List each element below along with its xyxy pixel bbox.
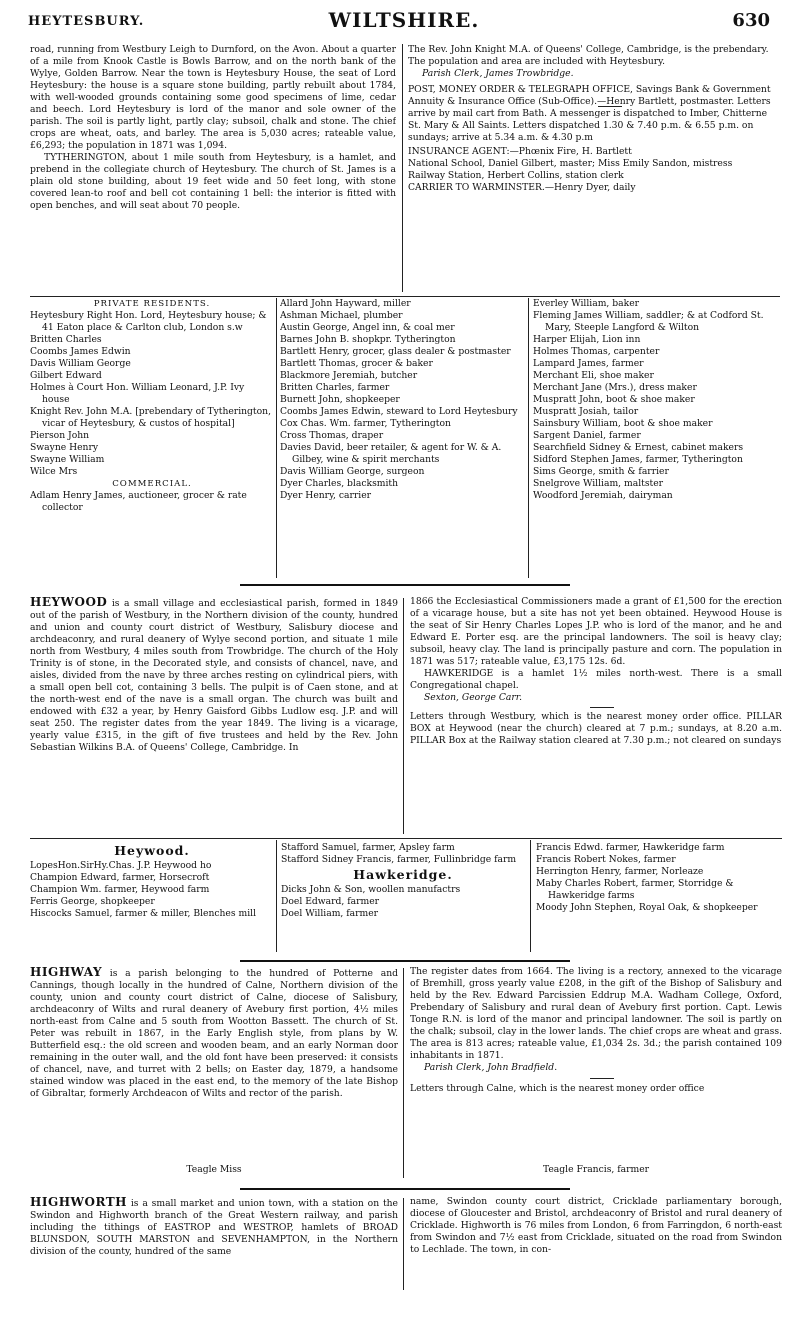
short-rule bbox=[590, 707, 614, 708]
railway-station: Railway Station, Herbert Collins, station clerk bbox=[408, 170, 624, 181]
list-item: Sargent Daniel, farmer bbox=[533, 430, 641, 441]
list-item: Burnett John, shopkeeper bbox=[280, 394, 400, 405]
column-divider bbox=[528, 298, 529, 578]
heywood-text-right bbox=[410, 596, 782, 836]
paragraph: 1866 the Ecclesiastical Commissioners made a grant of £1,500 for the erection of a vicarage house, but a site has not yet been obtained. Heywood House is the seat of Sir Henry Charles Lopes J.P. who is lord of the manor, and he and Edward E. Porter esq. are the principal landowners. The soil is heavy clay; subsoil, heavy clay. The land is principally pasture and corn. The population in 1871 was 517; rateable value, £3,175 12s. 6d. bbox=[410, 596, 782, 667]
list-item: Wilce Mrs bbox=[30, 466, 78, 477]
parish-clerk: Parish Clerk, James Trowbridge. bbox=[422, 68, 574, 79]
list-item: Merchant Eli, shoe maker bbox=[533, 370, 654, 381]
highworth-text-left bbox=[30, 1196, 398, 1292]
parish-clerk: Parish Clerk, John Bradfield. bbox=[424, 1062, 558, 1073]
section-rule bbox=[30, 296, 780, 297]
list-item: Champion Wm. farmer, Heywood farm bbox=[30, 884, 210, 895]
list-item: Stafford Sidney Francis, farmer, Fullinbridge farm bbox=[281, 854, 517, 865]
section-separator bbox=[240, 960, 570, 962]
heytesbury-commercial-list-a bbox=[280, 298, 524, 580]
heytesbury-commercial-list-b bbox=[533, 298, 783, 580]
list-item: Bartlett Henry, grocer, glass dealer & postmaster bbox=[280, 346, 511, 357]
list-item: Woodford Jeremiah, dairyman bbox=[533, 490, 673, 501]
list-item: Stafford Samuel, farmer, Apsley farm bbox=[281, 842, 455, 853]
list-item: Dyer Henry, carrier bbox=[280, 490, 372, 501]
highworth-title: HIGHWORTH bbox=[30, 1196, 127, 1209]
highway-text-right bbox=[410, 966, 782, 1134]
column-divider bbox=[403, 1198, 404, 1290]
column-divider bbox=[276, 298, 277, 578]
heytesbury-residents-list bbox=[30, 298, 274, 580]
list-item: Herrington Henry, farmer, Norleaze bbox=[536, 866, 704, 877]
heywood-title: HEYWOOD bbox=[30, 596, 108, 609]
short-rule bbox=[590, 1078, 614, 1079]
heywood-directory bbox=[30, 842, 274, 954]
paragraph: is a parish belonging to the hundred of Potterne and Cannings, though locally in the hundred of Calne, Northern division of the county, union and county court district of Calne, diocese of Salisbury, archdeaconry of Wilts and rural deanery of Avebury first portion, 4½ miles north-east from Calne and 5 south from Wootton Bassett. The church of St. Peter was rebuilt in 1867, in the Early English style, from plans by W. Butterfield esq.: the old screen and wooden beam, and an early Norman door remaining in the outer wall, and the old font have been preserved: it consists of chancel, nave, and turret with 2 bells; on Easter day, 1879, a handsome stained window was placed in the east end, to the memory of the late Bishop of Gibraltar, formerly Archdeacon of Wilts and rector of the parish. bbox=[30, 968, 398, 1099]
page-number: 630 bbox=[732, 10, 770, 31]
running-head-left: HEYTESBURY. bbox=[28, 14, 145, 29]
national-school: National School, Daniel Gilbert, master; Miss Emily Sandon, mistress bbox=[408, 158, 733, 169]
list-item: Teagle Francis, farmer bbox=[542, 1164, 650, 1175]
list-item: Britten Charles, farmer bbox=[280, 382, 390, 393]
list-item: Holmes Thomas, carpenter bbox=[533, 346, 660, 357]
list-item: Sidford Stephen James, farmer, Tytherington bbox=[533, 454, 743, 465]
list-item: Holmes à Court Hon. William Leonard, J.P. Ivy house bbox=[30, 382, 245, 405]
post-office: POST, MONEY ORDER & TELEGRAPH OFFICE, Savings Bank & Government Annuity & Insurance Office (Sub-Office).—Henry Bartlett, postmaster. Letters arrive by mail cart from Bath. A messenger is dispatched to Imber, Chitterne St. Mary & All Saints. Letters dispatched 1.30 & 7.40 p.m. & 6.55 p.m. on sundays; arrive at 5.34 a.m. & 4.30 p.m bbox=[408, 84, 771, 143]
paragraph: name, Swindon county court district, Cricklade parliamentary borough, diocese of Gloucester and Bristol, archdeaconry of Bristol and rural deanery of Cricklade. Highworth is 76 miles from London, 6 from Farringdon, 6 north-east from Swindon and 7½ east from Cricklade, situated on the road from Swindon to Lechlade. The town, in con- bbox=[410, 1196, 782, 1255]
highway-title: HIGHWAY bbox=[30, 966, 103, 979]
sexton: Sexton, George Carr. bbox=[424, 692, 523, 703]
list-item: Bartlett Thomas, grocer & baker bbox=[280, 358, 433, 369]
list-item: Coombs James Edwin, steward to Lord Heytesbury bbox=[280, 406, 518, 417]
hawkeridge-heading: Hawkeridge. bbox=[353, 867, 453, 882]
page-header bbox=[28, 6, 780, 36]
paragraph: road, running from Westbury Leigh to Durnford, on the Avon. About a quarter of a mile from Knook Castle is Bowls Barrow, and on the north bank of the Wylye, Golden Barrow. Near the town is Heytesbury House, the seat of Lord Heytesbury: the house is a square stone building, partly rebuilt about 1784, with well-wooded grounds containing some good specimens of lime, cedar and beech. Lord Heytesbury is lord of the manor and sole owner of the parish. The soil is partly light, partly clay; subsoil, chalk and stone. The chief crops are wheat, oats, and barley. The area is 5,030 acres; rateable value, £6,293; the population in 1871 was 1,094. bbox=[30, 44, 396, 151]
list-item: Snelgrove William, maltster bbox=[533, 478, 664, 489]
commercial-heading: COMMERCIAL. bbox=[112, 479, 192, 489]
list-item: Swayne William bbox=[30, 454, 105, 465]
list-item: Moody John Stephen, Royal Oak, & shopkeeper bbox=[536, 902, 758, 913]
section-separator bbox=[240, 584, 570, 586]
list-item: Sainsbury William, boot & shoe maker bbox=[533, 418, 713, 429]
list-item: Knight Rev. John M.A. [prebendary of Tytherington, vicar of Heytesbury, & custos of hospital] bbox=[30, 406, 271, 429]
list-item: Ashman Michael, plumber bbox=[280, 310, 403, 321]
list-item: Francis Edwd. farmer, Hawkeridge farm bbox=[536, 842, 725, 853]
hawkeridge-directory bbox=[281, 842, 525, 954]
paragraph: The Rev. John Knight M.A. of Queens' College, Cambridge, is the prebendary. The population and area are included with Heytesbury. bbox=[408, 44, 769, 67]
list-item: Doel Edward, farmer bbox=[281, 896, 380, 907]
list-item: Blackmore Jeremiah, butcher bbox=[280, 370, 418, 381]
list-item: Merchant Jane (Mrs.), dress maker bbox=[533, 382, 697, 393]
paragraph: is a small village and ecclesiastical parish, formed in 1849 out of the parish of Westbury, in the Northern division of the county, hundred and union and county court district of Westbury, Salisbury diocese and archdeaconry, and rural deanery of Wylye second portion, and situate 1 mile north from Westbury, 4 miles south from Trowbridge. The church of the Holy Trinity is of stone, in the Decorated style, and consists of chancel, nave, and aisles, divided from the nave by three arches resting on cylindrical piers, with a small open bell cot, containing 3 bells. The pulpit is of Caen stone, and at the north-west end of the nave is a small organ. The church was built and endowed with £32 a year, by Henry Gaisford Gibbs Ludlow esq. J.P. and will seat 250. The register dates from the year 1849. The living is a vicarage, yearly value £315, in the gift of five trustees and held by the Rev. John Sebastian Wilkins B.A. of Queens' College, Cambridge. In bbox=[30, 598, 398, 753]
column-divider bbox=[403, 598, 404, 834]
list-item: Davies David, beer retailer, & agent for W. & A. Gilbey, wine & spirit merchants bbox=[280, 442, 502, 465]
paragraph: The register dates from 1664. The living is a rectory, annexed to the vicarage of Bremhill, gross yearly value £208, in the gift of the Bishop of Salisbury and held by the Rev. Edward Parcissien Eddrup M.A. Wadham College, Oxford, Prebendary of Salisbury and rural dean of Avebury first portion. Capt. Lewis Tonge R.N. is lord of the manor and principal landowner. The soil is partly on the chalk; subsoil, clay in the lower lands. The chief crops are wheat and grass. The area is 813 acres; rateable value, £1,034 2s. 3d.; the parish contained 109 inhabitants in 1871. bbox=[410, 966, 782, 1061]
list-item: Sims George, smith & farrier bbox=[533, 466, 669, 477]
list-item: LopesHon.SirHy.Chas. J.P. Heywood ho bbox=[30, 860, 212, 871]
hawkeridge-paragraph: HAWKERIDGE is a hamlet 1½ miles north-west. There is a small Congregational chapel. bbox=[410, 668, 782, 691]
heywood-heading: Heywood. bbox=[114, 843, 190, 858]
list-item: Champion Edward, farmer, Horsecroft bbox=[30, 872, 210, 883]
list-item: Britten Charles bbox=[30, 334, 102, 345]
heywood-text-left bbox=[30, 596, 398, 838]
post-info: Letters through Westbury, which is the nearest money order office. PILLAR BOX at Heywood (near the church) cleared at 7 p.m.; sundays, at 8.20 a.m. PILLAR Box at the Railway station cleared at 7.30 p.m.; not cleared on sundays bbox=[410, 711, 782, 746]
list-item: Fleming James William, saddler; & at Codford St. Mary, Steeple Langford & Wilton bbox=[533, 310, 764, 333]
list-item: Muspratt John, boot & shoe maker bbox=[533, 394, 695, 405]
list-item: Gilbert Edward bbox=[30, 370, 102, 381]
list-item: Harper Elijah, Lion inn bbox=[533, 334, 641, 345]
section-separator bbox=[240, 1188, 570, 1190]
column-divider bbox=[403, 968, 404, 1178]
highway-directory-left bbox=[30, 1164, 398, 1178]
list-item: Davis William George bbox=[30, 358, 131, 369]
column-divider bbox=[276, 840, 277, 952]
list-item: Searchfield Sidney & Ernest, cabinet makers bbox=[533, 442, 744, 453]
list-item: Lampard James, farmer bbox=[533, 358, 644, 369]
list-item: Cox Chas. Wm. farmer, Tytherington bbox=[280, 418, 451, 429]
list-item: Teagle Miss bbox=[186, 1164, 242, 1175]
paragraph: TYTHERINGTON, about 1 mile south from Heytesbury, is a hamlet, and prebend in the collegiate church of Heytesbury. The church of St. James is a plain old stone building, about 19 feet wide and 50 feet long, with stone covered lean-to roof and bell cot containing 1 bell: the interior is fitted with open benches, and will seat about 70 people. bbox=[30, 152, 396, 211]
hawkeridge-directory-b bbox=[536, 842, 784, 954]
insurance-agent: INSURANCE AGENT:—Phœnix Fire, H. Bartlett bbox=[408, 146, 632, 157]
list-item: Everley William, baker bbox=[533, 298, 640, 309]
list-item: Maby Charles Robert, farmer, Storridge & Hawkeridge farms bbox=[536, 878, 734, 901]
list-item: Francis Robert Nokes, farmer bbox=[536, 854, 676, 865]
list-item: Cross Thomas, draper bbox=[280, 430, 384, 441]
list-item: Dicks John & Son, woollen manufactrs bbox=[281, 884, 461, 895]
highworth-text-right bbox=[410, 1196, 782, 1292]
column-divider bbox=[402, 44, 403, 292]
list-item: Muspratt Josiah, tailor bbox=[533, 406, 639, 417]
running-head-county: WILTSHIRE. bbox=[328, 8, 480, 32]
section-rule bbox=[30, 838, 782, 839]
list-item: Allard John Hayward, miller bbox=[280, 298, 411, 309]
highway-directory-right bbox=[410, 1164, 782, 1178]
list-item: Ferris George, shopkeeper bbox=[30, 896, 155, 907]
highway-text-left bbox=[30, 966, 398, 1158]
short-rule bbox=[598, 106, 622, 107]
column-divider bbox=[530, 840, 531, 952]
carrier: CARRIER TO WARMINSTER.—Henry Dyer, daily bbox=[408, 182, 636, 193]
heytesbury-text-left bbox=[30, 44, 396, 288]
list-item: Adlam Henry James, auctioneer, grocer & rate collector bbox=[30, 490, 247, 513]
list-item: Swayne Henry bbox=[30, 442, 99, 453]
list-item: Dyer Charles, blacksmith bbox=[280, 478, 399, 489]
post-info: Letters through Calne, which is the nearest money order office bbox=[410, 1083, 705, 1094]
heytesbury-text-right bbox=[408, 44, 780, 292]
list-item: Coombs James Edwin bbox=[30, 346, 131, 357]
list-item: Hiscocks Samuel, farmer & miller, Blenches mill bbox=[30, 908, 257, 919]
list-item: Davis William George, surgeon bbox=[280, 466, 425, 477]
list-item: Austin George, Angel inn, & coal mer bbox=[280, 322, 455, 333]
paragraph: is a small market and union town, with a station on the Swindon and Highworth branch of the Great Western railway, and parish including the tithings of EASTROP and WESTROP, hamlets of BROAD BLUNSDON, SOUTH MARSTON and SEVENHAMPTON, in the Northern division of the county, hundred of the same bbox=[30, 1198, 398, 1257]
list-item: Pierson John bbox=[30, 430, 90, 441]
list-item: Doel William, farmer bbox=[281, 908, 379, 919]
list-item: Heytesbury Right Hon. Lord, Heytesbury house; & 41 Eaton place & Carlton club, London s.w bbox=[30, 310, 267, 333]
list-item: Barnes John B. shopkpr. Tytherington bbox=[280, 334, 456, 345]
private-residents-heading: PRIVATE RESIDENTS. bbox=[93, 299, 211, 309]
